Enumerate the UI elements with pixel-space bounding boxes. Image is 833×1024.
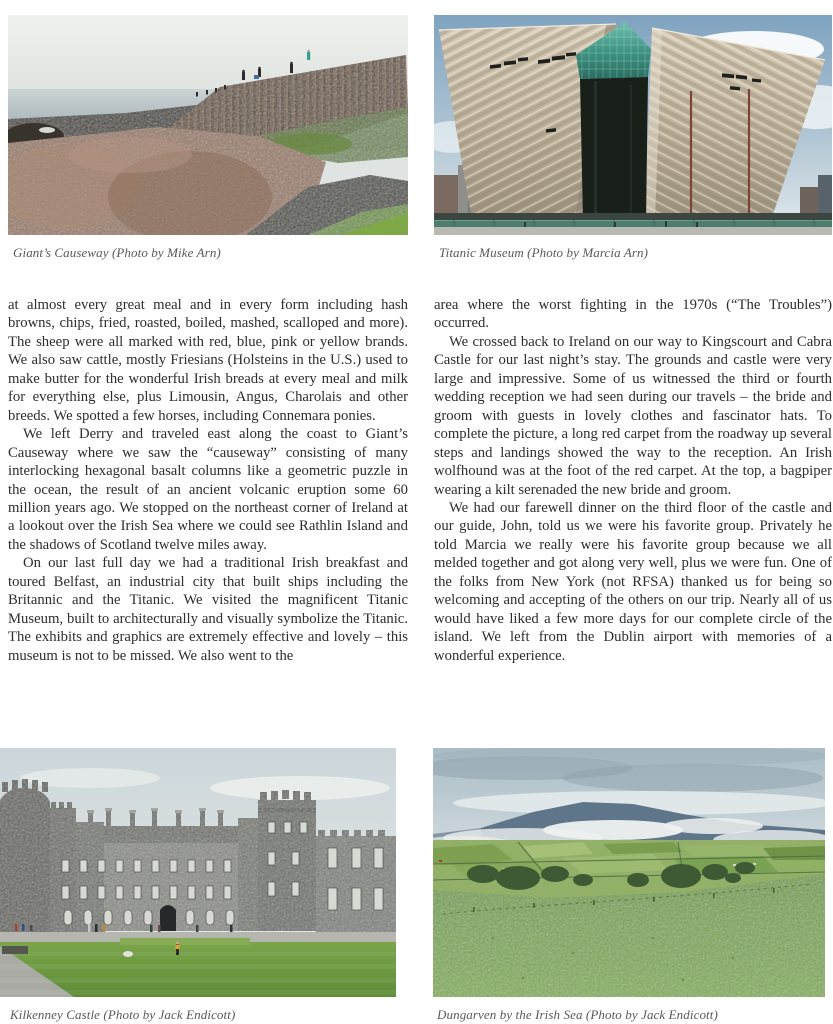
paragraph: We crossed back to Ireland on our way to Kingscourt and Cabra Castle for our last night’s stay. The grounds and castle were very large and impressive. Some of us witnessed the third or fourth wedding reception we had seen during our travels – the bride and groom with guests in lovely clothes and fascinator hats. To complete the picture, a long red carpet from the roadway up several steps and landings showed the way to the reception. An Irish wolfhound was at the foot of the red carpet. At the top, a bagpiper wearing a kilt serenaded the new bride and groom. [434, 333, 832, 498]
giants-causeway-photo [8, 15, 408, 235]
text-column-right [434, 296, 832, 665]
paragraph: On our last full day we had a traditional Irish breakfast and toured Belfast, an industrial city that built ships including the Britannic and the Titanic. We visited the magnificent Titanic Museum, built to architecturally and visually symbolize the Titanic. The exhibits and graphics are extremely effective and lovely – this museum is not to be missed. We also went to the [8, 555, 408, 664]
titanic-museum-photo [434, 15, 832, 235]
paragraph: We had our farewell dinner on the third floor of the castle and our guide, John, told us we were his favorite group. Privately he told Marcia we really were his favorite group because we all melded together and got along very well, plus we were fun. One of the folks from New York (not RFSA) thanked us for being so welcoming and accepting of the others on our trip. Nearly all of us would have liked a few more days for our complete circle of the island. We left from the Dublin airport with memories of a wonderful experience. [434, 499, 832, 664]
caption-titanic-museum: Titanic Museum (Photo by Marcia Arn) [439, 245, 649, 260]
figure-giants-causeway [8, 15, 408, 260]
paragraph: area where the worst fighting in the 1970s (“The Troubles”) occurred. [434, 297, 832, 332]
dungarven-photo-art [433, 748, 825, 997]
dungarven-photo [433, 748, 825, 997]
paragraph: at almost every great meal and in every form including hash browns, chips, fried, roasted, boiled, mashed, scalloped and more). The sheep were all marked with red, blue, pink or yellow brands. We also saw cattle, mostly Friesians (Holsteins in the U.S.) used to make butter for the wonderful Irish breads at every meal and milk for everything else, plus Limousin, Angus, Charolais and other breeds. We spotted a few horses, including Connemara ponies. [8, 297, 408, 424]
figure-dungarven [433, 748, 825, 1022]
castle-door [160, 905, 176, 931]
caption-dungarven: Dungarven by the Irish Sea (Photo by Jack Endicott) [437, 1007, 718, 1022]
kilkenney-castle-photo [0, 748, 396, 997]
titanic-museum-photo-art [434, 15, 832, 235]
text-column-left [8, 296, 408, 665]
giants-causeway-photo-art [8, 15, 408, 235]
caption-kilkenney-castle: Kilkenney Castle (Photo by Jack Endicott) [10, 1007, 236, 1022]
paragraph: We left Derry and traveled east along the coast to Giant’s Causeway where we saw the “causeway” consisting of many interlocking hexagonal basalt columns like a geometric puzzle in the ocean, the result of an ancient volcanic eruption some 60 million years ago. We stopped on the northeast corner of Ireland at a lookout over the Irish Sea where we could see Rathlin Island and the shadows of Scotland twelve miles away. [8, 426, 408, 553]
kilkenney-castle-photo-art [0, 748, 396, 997]
sign [2, 946, 28, 954]
figure-kilkenney-castle [0, 748, 396, 1022]
figure-titanic-museum [434, 15, 832, 260]
caption-giants-causeway: Giant’s Causeway (Photo by Mike Arn) [13, 245, 221, 260]
